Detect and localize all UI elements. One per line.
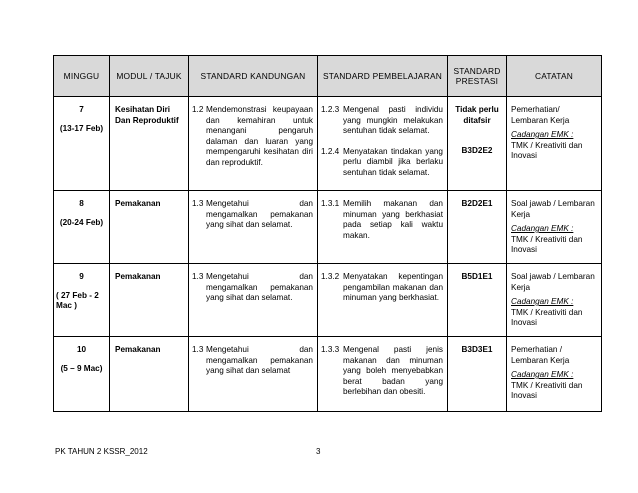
week-cell [54,97,110,191]
week-cell [54,191,110,264]
module-cell: Kesihatan Diri Dan Reproduktif [110,97,189,191]
sp-text: Memilih makanan dan minuman yang berkhasiat pada setiap kali waktu makan. [343,199,443,240]
sk-text: Mengetahui dan mengamalkan pemakanan yang sihat dan selamat. [206,199,313,229]
sk-text: Mengetahui dan mengamalkan pemakanan yang sihat dan selamat [206,345,313,375]
module-cell: Pemakanan [110,264,189,337]
sp-number: 1.3.1 [321,199,340,208]
catatan-activity: Soal jawab / Lembaran Kerja [511,272,595,292]
standard-kandungan-cell [189,264,318,337]
header-standard-kandungan: STANDARD KANDUNGAN [189,56,318,97]
catatan-emk-value: TMK / Kreativiti dan Inovasi [511,380,583,400]
catatan-activity: Soal jawab / Lembaran Kerja [511,199,595,219]
week-dates: ( 27 Feb - 2 Mac ) [56,290,99,310]
sp-text: Mengenal pasti jenis makanan dan minuman yang boleh menyebabkan berat badan yang berlebihan dan obesiti. [343,345,443,396]
header-catatan: CATATAN [507,56,602,97]
standard-pembelajaran-cell [318,97,448,191]
prestasi-code: B3D2E2 [461,146,493,155]
sp-number: 1.3.2 [321,272,340,281]
table-row [54,97,602,191]
catatan-emk-value: TMK / Kreativiti dan Inovasi [511,140,583,160]
prestasi-value: B3D3E1 [461,345,493,354]
sk-text: Mengetahui dan mengamalkan pemakanan yang sihat dan selamat. [206,272,313,302]
standard-kandungan-cell [189,97,318,191]
catatan-cell [507,337,602,412]
table-header-row [54,56,602,97]
standard-kandungan-cell [189,337,318,412]
standard-prestasi-cell [448,337,507,412]
table-row [54,337,602,412]
header-standard-prestasi: STANDARD PRESTASI [448,56,507,97]
module-cell: Pemakanan [110,191,189,264]
standard-pembelajaran-cell [318,191,448,264]
week-number: 7 [79,105,84,114]
catatan-cell [507,191,602,264]
catatan-activity: Pemerhatian/ Lembaran Kerja [511,105,570,125]
sk-text: Mendemonstrasi keupayaan dan kemahiran untuk menangani pengaruh dalaman dan luaran yang mempengaruhi kesihatan diri dan reproduktif. [206,105,313,167]
catatan-emk-label: Cadangan EMK : [511,370,574,379]
week-dates: (20-24 Feb) [59,217,104,227]
standard-pembelajaran-cell [318,264,448,337]
catatan-emk-label: Cadangan EMK : [511,297,574,306]
table-row [54,264,602,337]
catatan-activity: Pemerhatian / Lembaran Kerja [511,345,570,365]
standard-prestasi-cell [448,264,507,337]
sp-text: Menyatakan kepentingan pengambilan makanan dan minuman yang berkhasiat. [343,272,443,302]
sp-text: Mengenal pasti individu yang mungkin melakukan sentuhan tidak selamat. [343,105,443,135]
week-number: 10 [76,345,87,354]
standard-prestasi-cell [448,191,507,264]
sk-number: 1.2 [192,105,204,114]
standard-pembelajaran-cell [318,337,448,412]
week-number: 8 [79,199,84,208]
catatan-cell [507,264,602,337]
table-row [54,191,602,264]
standard-prestasi-cell [448,97,507,191]
header-modul: MODUL / TAJUK [110,56,189,97]
sk-number: 1.3 [192,272,204,281]
catatan-emk-value: TMK / Kreativiti dan Inovasi [511,307,583,327]
week-cell [54,264,110,337]
header-minggu: MINGGU [54,56,110,97]
week-dates: (5 – 9 Mac) [60,363,103,373]
footer-page-number: 3 [316,447,321,456]
week-cell [54,337,110,412]
sp-number: 1.2.4 [321,146,340,156]
prestasi-value: Tidak perlu ditafsir [455,105,499,125]
module-cell: Pemakanan [110,337,189,412]
sk-number: 1.3 [192,345,204,354]
header-standard-pembelajaran: STANDARD PEMBELAJARAN [318,56,448,97]
sp-text: Menyatakan tindakan yang perlu diambil jika berlaku sentuhan tidak selamat. [343,146,443,177]
sp-number: 1.2.3 [321,105,340,114]
week-dates: (13-17 Feb) [59,123,104,133]
standard-kandungan-cell [189,191,318,264]
prestasi-value: B5D1E1 [461,272,493,281]
catatan-emk-value: TMK / Kreativiti dan Inovasi [511,234,583,254]
prestasi-value: B2D2E1 [461,199,493,208]
footer-document-name: PK TAHUN 2 KSSR_2012 [55,447,148,456]
catatan-emk-label: Cadangan EMK : [511,130,574,139]
catatan-cell [507,97,602,191]
sk-number: 1.3 [192,199,204,208]
lesson-plan-table [53,55,602,412]
week-number: 9 [79,272,84,281]
sp-number: 1.3.3 [321,345,340,354]
catatan-emk-label: Cadangan EMK : [511,224,574,233]
